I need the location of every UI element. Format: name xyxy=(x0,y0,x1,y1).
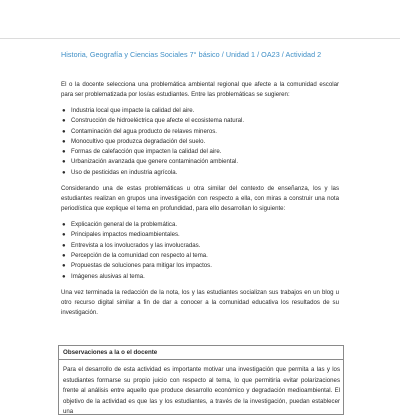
problem-item-text: Uso de pesticidas en industria agrícola. xyxy=(71,168,178,176)
step-item-text: Principales impactos medioambientales. xyxy=(71,231,180,239)
problem-item xyxy=(61,106,339,116)
problems-list xyxy=(61,106,339,178)
observations-divider xyxy=(59,359,343,360)
step-item xyxy=(61,220,339,230)
problem-item xyxy=(61,137,339,147)
bullet-icon: ● xyxy=(62,108,66,114)
step-item xyxy=(61,251,339,261)
problem-item-text: Industria local que impacte la calidad del aire. xyxy=(71,107,195,114)
step-item-text: Percepción de la comunidad con respecto al tema. xyxy=(71,251,208,259)
intro-paragraph: El o la docente selecciona una problemática ambiental regional que afecte a la comunidad escolar para ser problematizada por los/as estudiantes. Entre las problemáticas se sugieren: xyxy=(61,81,339,98)
problem-item xyxy=(61,147,339,157)
bullet-icon: ● xyxy=(62,138,66,145)
problem-item xyxy=(61,127,339,137)
problem-item-text: Monocultivo que produzca degradación del suelo. xyxy=(71,137,206,145)
problem-item xyxy=(61,157,339,167)
activity-content xyxy=(61,80,339,324)
closing-paragraph: Una vez terminada la redacción de la nota, los y las estudiantes socializan sus trabajos en un blog u otro recurso digital similar a fin de dar a conocer a la comunidad educativa los resultados de su investigación. xyxy=(61,288,339,316)
step-item-text: Entrevista a los involucrados y las involucradas. xyxy=(71,241,201,249)
problem-item-text: Contaminación del agua producto de relaves mineros. xyxy=(71,127,217,135)
second-paragraph: Considerando una de estas problemáticas u otra similar del contexto de enseñanza, los y las estudiantes realizan en grupos una investigación con respecto a ella, con miras a construir una nota periodística que explique el tema en profundidad, para ello desarrollan lo siguiente: xyxy=(61,185,339,213)
step-item xyxy=(61,261,339,271)
problem-item-text: Formas de calefacción que impacten la calidad del aire. xyxy=(71,148,222,156)
bullet-icon: ● xyxy=(62,232,66,239)
step-item xyxy=(61,272,339,282)
problem-item xyxy=(61,116,339,126)
problem-item-text: Urbanización avanzada que genere contaminación ambiental. xyxy=(71,158,239,166)
observations-title: Observaciones a la o el docente xyxy=(63,349,158,356)
bullet-icon: ● xyxy=(62,159,66,166)
step-item xyxy=(61,241,339,251)
bullet-icon: ● xyxy=(62,273,66,280)
steps-list xyxy=(61,220,339,282)
observations-box xyxy=(58,345,344,415)
problem-item-text: Construcción de hidroeléctrica que afecte el ecosistema natural. xyxy=(71,117,245,125)
problem-item xyxy=(61,168,339,178)
bullet-icon: ● xyxy=(62,252,66,259)
bullet-icon: ● xyxy=(62,222,66,229)
step-item-text: Propuestas de soluciones para mitigar los impactos. xyxy=(71,262,212,270)
bullet-icon: ● xyxy=(62,149,66,156)
bullet-icon: ● xyxy=(62,169,66,176)
bullet-icon: ● xyxy=(62,118,66,125)
bullet-icon: ● xyxy=(62,242,66,249)
header-divider xyxy=(0,38,400,39)
step-item xyxy=(61,230,339,240)
page-header-title: Historia, Geografía y Ciencias Sociales 7° básico / Unidad 1 / OA23 / Actividad 2 xyxy=(61,50,322,59)
step-item-text: Imágenes alusivas al tema. xyxy=(71,272,145,280)
bullet-icon: ● xyxy=(62,263,66,270)
bullet-icon: ● xyxy=(62,128,66,135)
observations-body: Para el desarrollo de esta actividad es importante motivar una investigación que permita a las y los estudiantes formarse su propio juicio con respecto al tema, lo que permitiría evitar polarizaciones frente al análisis entre aquello que produce desarrollo económico y degradación medioambiental. El objetivo de la actividad es que las y los estudiantes, a través de la investigación, puedan establecer una xyxy=(63,366,340,415)
step-item-text: Explicación general de la problemática. xyxy=(71,221,178,229)
